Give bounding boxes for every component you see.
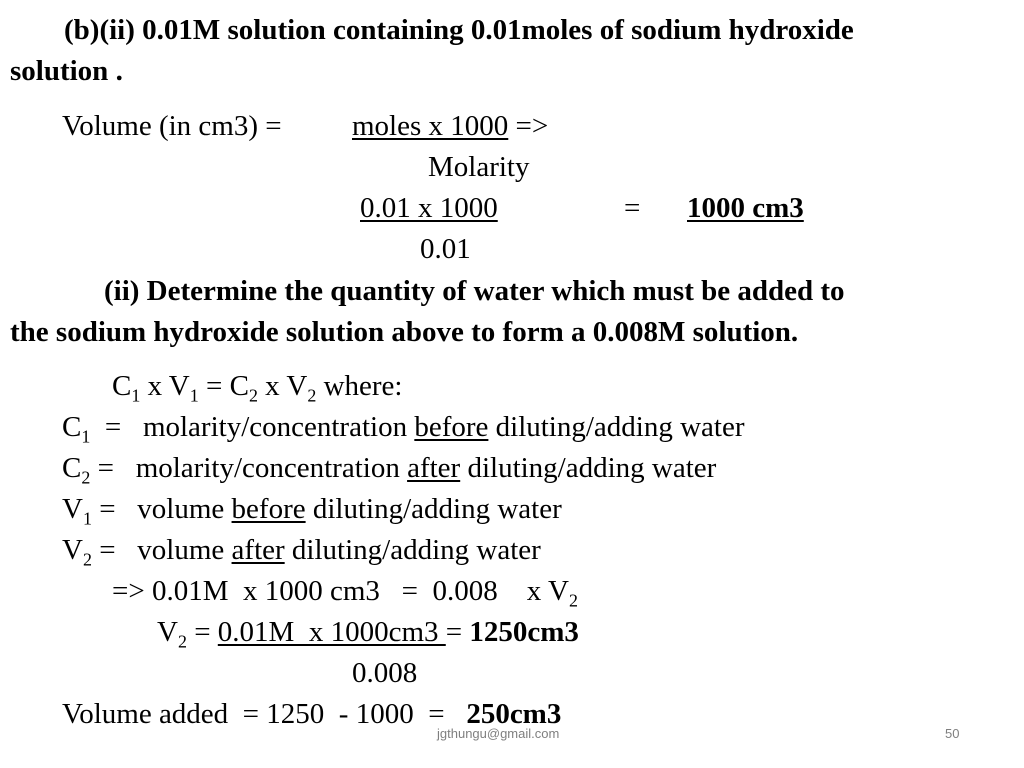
- value-numerator: [360, 194, 498, 223]
- substitution-line: [112, 575, 578, 611]
- definition-text: molarity/concentration: [135, 452, 408, 484]
- definition-text: volume: [137, 493, 232, 525]
- value-denominator: 0.01: [420, 233, 471, 265]
- volume-added-line: [62, 700, 561, 729]
- definition-text-end: diluting/adding water: [305, 493, 562, 525]
- definition-c2: [62, 452, 717, 488]
- definition-c1: [62, 411, 745, 447]
- v2-equals-2: =: [445, 616, 470, 648]
- volume-fraction-denominator: Molarity: [428, 151, 530, 183]
- formula-c1-symbol: C: [112, 370, 132, 402]
- definition-text-end: diluting/adding water: [284, 534, 541, 566]
- definition-subscript: 2: [81, 467, 91, 488]
- heading-line-2: solution .: [10, 55, 123, 87]
- question-line-1: (ii) Determine the quantity of water which must be added to: [104, 275, 845, 307]
- v2-equals: =: [186, 616, 218, 648]
- definition-symbol: C: [62, 452, 82, 484]
- definition-v1: [62, 493, 562, 529]
- definition-keyword: after: [407, 452, 461, 484]
- definition-subscript: 1: [81, 426, 91, 447]
- v2-calculation: [157, 616, 579, 652]
- definition-subscript: 1: [82, 508, 92, 529]
- formula-v1-subscript: 1: [189, 385, 199, 406]
- volume-numerator-text: moles x 1000: [352, 110, 509, 142]
- value-numerator-text: 0.01 x 1000: [360, 192, 498, 224]
- definition-keyword: after: [231, 534, 285, 566]
- v2-numerator: 0.01M x 1000cm3: [217, 616, 446, 648]
- definition-equals: =: [91, 493, 138, 525]
- formula-times-v2: x V: [257, 370, 308, 402]
- definition-subscript: 2: [82, 549, 92, 570]
- definition-equals: =: [90, 411, 143, 443]
- definition-equals: =: [90, 452, 136, 484]
- formula-equals-c2: = C: [198, 370, 249, 402]
- v2-result: 1250cm3: [469, 616, 579, 648]
- volume-result-text: 1000 cm3: [687, 192, 804, 224]
- substitution-subscript: 2: [568, 590, 578, 611]
- footer-email: jgthungu@gmail.com: [437, 726, 560, 741]
- page-number: 50: [945, 726, 960, 741]
- definition-symbol: V: [62, 534, 83, 566]
- definition-keyword: before: [231, 493, 306, 525]
- substitution-text: => 0.01M x 1000 cm3 = 0.008 x V: [112, 575, 569, 607]
- formula-times-v1: x V: [140, 370, 190, 402]
- definition-v2: [62, 534, 541, 570]
- formula-c1-subscript: 1: [131, 385, 141, 406]
- heading-line-1: (b)(ii) 0.01M solution containing 0.01moles of sodium hydroxide: [64, 14, 854, 46]
- definition-keyword: before: [414, 411, 489, 443]
- formula-c2-subscript: 2: [248, 385, 258, 406]
- definition-equals: =: [91, 534, 138, 566]
- definition-text-end: diluting/adding water: [460, 452, 717, 484]
- v2-symbol: V: [157, 616, 178, 648]
- v2-subscript: 2: [177, 631, 187, 652]
- volume-label: Volume (in cm3) =: [62, 110, 282, 142]
- v2-denominator: 0.008: [352, 657, 418, 689]
- definition-symbol: C: [62, 411, 82, 443]
- volume-fraction-numerator: [352, 112, 548, 141]
- definition-text: molarity/concentration: [142, 411, 415, 443]
- formula-where: where:: [316, 370, 403, 402]
- definition-symbol: V: [62, 493, 83, 525]
- definition-text-end: diluting/adding water: [488, 411, 745, 443]
- question-line-2: the sodium hydroxide solution above to form a 0.008M solution.: [10, 316, 799, 348]
- volume-result: [687, 194, 804, 223]
- volume-arrow: =>: [515, 110, 549, 142]
- definition-text: volume: [137, 534, 232, 566]
- dilution-formula: [112, 370, 403, 406]
- volume-added-label: Volume added = 1250 - 1000 =: [62, 698, 467, 730]
- formula-v2-subscript: 2: [307, 385, 317, 406]
- value-equals: =: [624, 192, 641, 224]
- volume-added-result: 250cm3: [466, 698, 562, 730]
